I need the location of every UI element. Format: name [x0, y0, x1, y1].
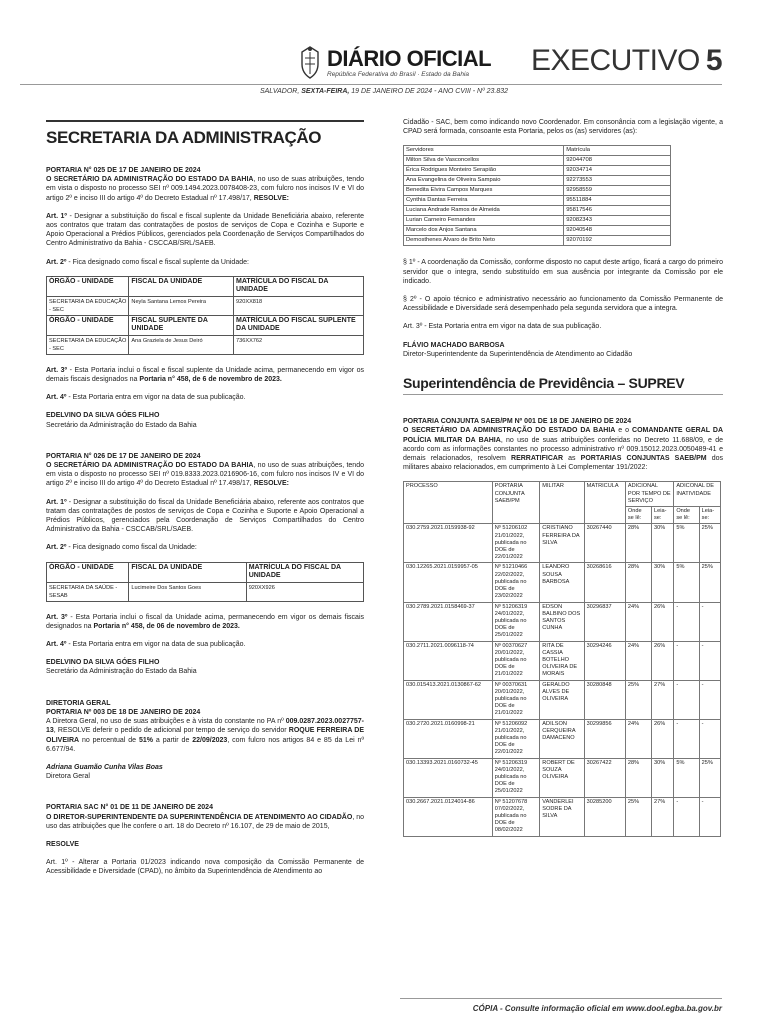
table-cell: 25%: [625, 797, 651, 836]
intro-text: , no uso das atribuições que lhe confere o art. 18 do Decreto nº 16.107, de 29 de maio de 2015,: [46, 813, 365, 830]
table-cell: 25%: [625, 680, 651, 719]
table-cell: 30267440: [584, 524, 625, 563]
table-header-cell: Matrícula: [564, 146, 671, 156]
art-text: - Esta Portaria entra em vigor na data de sua publicação.: [66, 641, 246, 649]
text-fragment: , no uso de suas atribuições conferidas no Decreto 11.688/09, e de acordo com as informações constantes no processo administrativo nº 009.15012.2023.0050489-41 e demais relacionados, resolvem: [403, 436, 723, 463]
table-cell: 30296837: [584, 602, 625, 641]
masthead-logo: [298, 46, 491, 80]
table-cell: 30%: [652, 524, 674, 563]
portaria-026-art4: [46, 640, 364, 649]
table-cell: 95817546: [564, 206, 671, 216]
table-header-cell: ADICIONAL POR TEMPO DE SERVIÇO: [625, 482, 673, 507]
table-cell: -: [674, 719, 699, 758]
table-cell: GERALDO ALVES DE OLIVEIRA: [540, 680, 584, 719]
dateline-date: 19 DE JANEIRO DE 2024 - ANO CVIII - Nº 23.832: [351, 88, 509, 95]
signature-block: [46, 411, 364, 429]
table-cell: -: [674, 680, 699, 719]
portaria-025-intro: [46, 175, 364, 203]
table-header-cell: MATRÍCULA DO FISCAL DA UNIDADE: [234, 276, 364, 296]
table-cell: 25%: [699, 563, 720, 602]
text-fragment: a partir de: [152, 736, 190, 744]
table-cell: 030.2720.2021.0160998-21: [404, 719, 493, 758]
intro-text: , no uso de suas atribuições, tendo em vista o disposto no processo SEI nº 019.8333.2023.0216906-16, com fulcro nos incisos IV e VI do artigo 2º e inciso III do artigo 4º do Decreto Estadual nº 17.498/17,: [46, 462, 364, 488]
table-subheader-cell: Onde se lê:: [625, 507, 651, 524]
section-title: SECRETARIA DA ADMINISTRAÇÃO: [46, 120, 364, 147]
portaria-025-heading: PORTARIA N° 025 DE 17 DE JANEIRO DE 2024: [46, 167, 201, 174]
table-header-cell: Servidores: [404, 146, 564, 156]
table-cell: SECRETARIA DA EDUCAÇÃO - SEC: [47, 335, 129, 354]
table-cell: 92273553: [564, 176, 671, 186]
table-row: [404, 563, 721, 602]
section-name: EXECUTIVO: [530, 44, 700, 77]
art-text: - Fica designado como fiscal da Unidade:: [66, 544, 197, 552]
footer-copy-notice: CÓPIA - Consulte informação oficial em www.dool.egba.ba.gov.br: [472, 1004, 722, 1013]
table-header-cell: ÓRGÃO - UNIDADE: [47, 562, 129, 582]
portaria-025-art3: [46, 366, 364, 384]
paragraph-2: § 2º - O apoio técnico e administrativo necessário ao funcionamento da Comissão Permanente de Acessibilidade e Diversidade será desempenhado pela segunda servidora que a integra.: [403, 296, 723, 313]
table-cell: Luciana Andrade Ramos de Almeida: [404, 206, 564, 216]
table-header-cell: MATRICULA: [584, 482, 625, 524]
table-cell: 030.2711.2021.0096118-74: [404, 641, 493, 680]
servidor-name: ROQUE FERREIRA DE OLIVEIRA: [46, 727, 364, 744]
intro-authority: O SECRETÁRIO DA ADMINISTRAÇÃO DO ESTADO DA BAHIA: [46, 462, 254, 470]
table-row: [404, 797, 721, 836]
table-cell: Neyla Santana Lemos Pereira: [129, 296, 234, 315]
text-fragment: e o: [615, 427, 633, 435]
table-cell: 5%: [674, 563, 699, 602]
table-cell: CRISTIANO FERREIRA DA SILVA: [540, 524, 584, 563]
fiscal-table-026: [46, 562, 364, 602]
table-cell: Demosthenes Alvaro de Brito Neto: [404, 236, 564, 246]
table-cell: 92044708: [564, 156, 671, 166]
table-cell: 30%: [652, 563, 674, 602]
portaria-026-heading: PORTARIA N° 026 DE 17 DE JANEIRO DE 2024: [46, 452, 201, 460]
servidores-table: [403, 145, 671, 246]
table-cell: 92040548: [564, 226, 671, 236]
table-cell: 30268616: [584, 563, 625, 602]
intro-authority-2: COMANDANTE GERAL DA POLÍCIA MILITAR DA BAHIA: [403, 427, 723, 444]
table-cell: Nº 00370631 20/01/2022, publicada no DOE de 21/01/2022: [492, 680, 540, 719]
table-row: [47, 335, 364, 354]
pa-number: 009.0287.2023.0027757-13: [46, 718, 364, 735]
art-text: - Designar a substituição do fiscal e fiscal suplente da Unidade Beneficiária abaixo, referente aos contratos que tratam das contratações de postos de serviços de Copa e Cozinha e Suporte e Apoio Operacional a Prédios Públicos, gerenciados pela Coordenação de Serviços Compartilhados do Centro Administrativo da Bahia - CSCCAB/SRL/SAEB.: [46, 212, 365, 248]
table-cell: 27%: [652, 797, 674, 836]
table-row: [404, 641, 721, 680]
header-divider: [20, 84, 722, 85]
table-cell: -: [699, 797, 720, 836]
art-text: - Fica designado como fiscal e fiscal suplente da Unidade:: [66, 258, 249, 266]
table-cell: Nº 51206319 24/01/2022, publicada no DOE de 25/01/2022: [492, 602, 540, 641]
art-ref: Portaria n° 458, de 06 de novembro de 2023.: [93, 622, 240, 630]
art-label: Art. 4º: [46, 394, 67, 402]
table-row: [47, 582, 364, 601]
table-cell: -: [674, 641, 699, 680]
portaria-026-art2: [46, 543, 364, 552]
table-row: [404, 236, 671, 246]
table-cell: 24%: [625, 602, 651, 641]
table-header-cell: ADICONAL DE INATIVIDADE: [674, 482, 721, 507]
start-date: 22/09/2023: [192, 736, 228, 744]
table-row: [404, 186, 671, 196]
table-header-row: [404, 482, 721, 507]
militares-table: [403, 481, 721, 836]
portaria-sac-heading: PORTARIA SAC N° 01 DE 11 DE JANEIRO DE 2024: [46, 804, 213, 812]
table-row: [404, 176, 671, 186]
table-cell: Ana Evangelina de Oliveira Sampaio: [404, 176, 564, 186]
art-label: Art. 1º: [46, 498, 67, 506]
portaria-025-art4: [46, 393, 364, 402]
table-header-cell: ÓRGÃO - UNIDADE: [47, 276, 129, 296]
table-cell: -: [699, 602, 720, 641]
table-cell: VANDERLEI SODRE DA SILVA: [540, 797, 584, 836]
table-header-row: [47, 562, 364, 582]
table-cell: Marcelo dos Anjos Santana: [404, 226, 564, 236]
signer-role: Secretário da Administração do Estado da Bahia: [46, 421, 197, 429]
table-cell: 24%: [625, 641, 651, 680]
dateline-day: SEXTA-FEIRA,: [301, 88, 350, 95]
table-cell: 28%: [625, 524, 651, 563]
table-cell: 5%: [674, 524, 699, 563]
text-fragment: dos militares abaixo relacionados, em cumprimento à Lei Complementar 191/2022:: [403, 455, 723, 472]
table-row: [404, 524, 721, 563]
table-row: [404, 719, 721, 758]
art-label: Art. 4º: [46, 641, 67, 649]
table-cell: 26%: [652, 602, 674, 641]
suprev-title: Superintendência de Previdência – SUPREV: [403, 379, 723, 395]
table-cell: Nº 51206102 21/01/2022, publicada no DOE de 22/01/2022: [492, 524, 540, 563]
masthead-subtitle: República Federativa do Brasil · Estado da Bahia: [327, 70, 469, 78]
portaria-conjunta-intro: [403, 426, 723, 472]
paragraph-1: § 1º - A coordenação da Comissão, conforme disposto no caput deste artigo, ficará a cargo do primeiro servidor que o integra, sendo substituído em sua ausência por integrante da Comissão por ele indicado.: [403, 259, 723, 285]
masthead: [0, 0, 768, 103]
table-cell: 5%: [674, 758, 699, 797]
right-column: [403, 118, 723, 837]
table-row: [404, 602, 721, 641]
table-cell: 27%: [652, 680, 674, 719]
table-cell: 920XX926: [246, 582, 363, 601]
masthead-title: DIÁRIO OFICIAL: [327, 45, 492, 71]
intro-resolve: RESOLVE:: [253, 480, 289, 488]
table-cell: SECRETARIA DA EDUCAÇÃO - SEC: [47, 296, 129, 315]
signature-block: [403, 341, 723, 359]
signer-name: EDELVINO DA SILVA GÓES FILHO: [46, 412, 160, 420]
table-cell: 030.12265.2021.0159957-05: [404, 563, 493, 602]
table-cell: Cynthia Dantas Ferreira: [404, 196, 564, 206]
table-cell: 92070192: [564, 236, 671, 246]
signature-block: [46, 763, 364, 781]
table-cell: 30285200: [584, 797, 625, 836]
table-cell: 92958559: [564, 186, 671, 196]
table-row: [404, 166, 671, 176]
table-cell: Nº 51206319 24/01/2022, publicada no DOE de 25/01/2022: [492, 758, 540, 797]
table-cell: Lucimeire Dos Santos Goes: [129, 582, 246, 601]
table-cell: Nº 00370627 20/01/2022, publicada no DOE de 21/01/2022: [492, 641, 540, 680]
table-header-row: [47, 315, 364, 335]
table-header-cell: PORTARIA CONJUNTA SAEB/PM: [492, 482, 540, 524]
table-cell: Milton Silva de Vasconcellos: [404, 156, 564, 166]
art-label: Art. 1º: [46, 212, 67, 220]
portaria-026-art3: [46, 613, 364, 631]
table-cell: Nº 51210466 22/02/2022, publicada no DOE de 23/02/2022: [492, 563, 540, 602]
bahia-coat-of-arms-icon: [298, 46, 322, 80]
table-header-cell: FISCAL DA UNIDADE: [129, 562, 246, 582]
signer-name: FLÁVIO MACHADO BARBOSA: [403, 341, 505, 349]
table-cell: 28%: [625, 563, 651, 602]
art-label: Art. 3º: [46, 366, 68, 374]
table-cell: 30294246: [584, 641, 625, 680]
portaria-sac-resolve: RESOLVE: [46, 840, 79, 848]
table-row: [404, 196, 671, 206]
table-row: [47, 296, 364, 315]
table-cell: -: [699, 680, 720, 719]
table-cell: -: [699, 719, 720, 758]
table-cell: Nº 51206092 21/01/2022, publicada no DOE de 22/01/2022: [492, 719, 540, 758]
portaria-003-heading: PORTARIA Nº 003 DE 18 DE JANEIRO DE 2024: [46, 708, 201, 716]
table-cell: 030.015413.2021.0130867-62: [404, 680, 493, 719]
table-cell: ROBERT DE SOUZA OLIVEIRA: [540, 758, 584, 797]
text-fragment: no percentual de: [79, 736, 137, 744]
art-ref: Portaria n° 458, de 6 de novembro de 2023.: [139, 376, 282, 384]
table-cell: 030.2667.2021.0124014-86: [404, 797, 493, 836]
table-cell: 030.2759.2021.0159938-92: [404, 524, 493, 563]
militares-body: [404, 524, 721, 836]
table-cell: 30%: [652, 758, 674, 797]
table-header-cell: FISCAL DA UNIDADE: [129, 276, 234, 296]
table-cell: -: [674, 602, 699, 641]
table-cell: 92034714: [564, 166, 671, 176]
signer-role: Secretário da Administração do Estado da Bahia: [46, 668, 197, 676]
art-text: - Esta Portaria entra em vigor na data de sua publicação.: [66, 394, 246, 402]
text-fragment: as: [563, 455, 581, 463]
table-cell: RITA DE CASSIA BOTELHO OLIVEIRA DE MORAIS: [540, 641, 584, 680]
signer-name: Adriana Guamão Cunha Vilas Boas: [46, 763, 163, 771]
signer-role: Diretora Geral: [46, 773, 90, 781]
table-cell: SECRETARIA DA SAÚDE - SESAB: [47, 582, 129, 601]
table-header-cell: PROCESSO: [404, 482, 493, 524]
intro-authority: O DIRETOR-SUPERINTENDENTE DA SUPERINTENDÊNCIA DE ATENDIMENTO AO CIDADÃO: [46, 813, 353, 821]
dateline-city: SALVADOR,: [259, 88, 300, 95]
signer-name: EDELVINO DA SILVA GÓES FILHO: [46, 659, 160, 667]
table-row: [404, 758, 721, 797]
intro-authority: O SECRETÁRIO DA ADMINISTRAÇÃO DO ESTADO DA BAHIA: [403, 427, 616, 435]
percent-value: 51%: [138, 736, 153, 744]
table-row: [404, 680, 721, 719]
section-label: [531, 44, 722, 78]
table-header-cell: ÓRGÃO - UNIDADE: [47, 315, 129, 335]
table-row: [404, 216, 671, 226]
portaria-025-art2: [46, 258, 364, 267]
table-header-row: [47, 276, 364, 296]
table-row: [404, 156, 671, 166]
portarias-ref: PORTARIAS CONJUNTAS SAEB/PM: [580, 455, 707, 463]
table-header-cell: MATRÍCULA DO FISCAL SUPLENTE DA UNIDADE: [234, 315, 364, 335]
servidores-body: [404, 156, 671, 246]
table-cell: 30267422: [584, 758, 625, 797]
table-cell: 30280848: [584, 680, 625, 719]
table-header-row: [404, 146, 671, 156]
art-text: - Esta Portaria inclui o fiscal da Unidade acima, permanecendo em vigor os demais fiscais designados na: [46, 613, 364, 630]
table-subheader-cell: Onde se lê:: [674, 507, 699, 524]
table-cell: 30299856: [584, 719, 625, 758]
table-cell: 26%: [652, 719, 674, 758]
left-column: [46, 120, 364, 886]
table-cell: 92082343: [564, 216, 671, 226]
table-cell: 030.2789.2021.0158469-37: [404, 602, 493, 641]
rerratificar: RERRATIFICAR: [511, 455, 563, 463]
art-label: Art. 2º: [46, 544, 67, 552]
portaria-025-art1: [46, 212, 364, 249]
table-cell: Nº 51207678 07/02/2022, publicada no DOE de 08/02/2022: [492, 797, 540, 836]
table-cell: 920XX818: [234, 296, 364, 315]
table-subheader-cell: Leia-se:: [652, 507, 674, 524]
page-number: 5: [705, 44, 722, 77]
table-cell: Érica Rodrigues Monteiro Serapião: [404, 166, 564, 176]
portaria-conjunta-heading: PORTARIA CONJUNTA SAEB/PM Nº 001 DE 18 DE JANEIRO DE 2024: [403, 418, 632, 426]
portaria-sac-intro: [46, 813, 364, 831]
table-cell: -: [674, 797, 699, 836]
fiscal-table-025: [46, 276, 364, 355]
table-cell: 26%: [652, 641, 674, 680]
signer-role: Diretor-Superintendente da Superintendência de Atendimento ao Cidadão: [403, 350, 633, 358]
table-row: [404, 206, 671, 216]
intro-authority: O SECRETÁRIO DA ADMINISTRAÇÃO DO ESTADO DA BAHIA: [46, 176, 254, 184]
table-cell: Ana Graziela de Jesus Deiró: [129, 335, 234, 354]
table-header-cell: MATRÍCULA DO FISCAL DA UNIDADE: [246, 562, 363, 582]
table-cell: 736XX762: [234, 335, 364, 354]
table-header-cell: MILITAR: [540, 482, 584, 524]
table-cell: ADILSON CERQUEIRA DAMACENO: [540, 719, 584, 758]
table-row: [404, 226, 671, 236]
text-fragment: , RESOLVE deferir o pedido de adicional por tempo de serviço do servidor: [53, 727, 287, 735]
text-fragment: A Diretora Geral, no uso de suas atribuições e à vista do constante no PA nº: [46, 718, 284, 726]
portaria-026-intro: [46, 461, 364, 489]
portaria-026-art1: [46, 498, 364, 535]
table-cell: 25%: [699, 524, 720, 563]
table-cell: 95511884: [564, 196, 671, 206]
dateline: [0, 88, 768, 95]
table-subheader-cell: Leia-se:: [699, 507, 720, 524]
intro-resolve: RESOLVE:: [253, 194, 289, 202]
sac-art3: Art. 3º - Esta Portaria entra em vigor na data de sua publicação.: [403, 323, 602, 331]
art-label: Art. 3º: [46, 613, 68, 621]
art-label: Art. 2º: [46, 258, 67, 266]
table-cell: 25%: [699, 758, 720, 797]
sac-continuation: Cidadão - SAC, bem como indicando novo Coordenador. Em consonância com a legislação vigente, a CPAD será formada, consoante esta Portaria, pelos os (as) servidores (as):: [403, 119, 723, 136]
art-text: - Esta Portaria inclui o fiscal e fiscal suplente da Unidade acima, permanecendo em vigor os demais fiscais designados na: [46, 366, 364, 384]
signature-block: [46, 658, 364, 676]
table-cell: LEANDRO SOUSA BARBOSA: [540, 563, 584, 602]
table-cell: 24%: [625, 719, 651, 758]
portaria-003-text: [46, 717, 364, 754]
diretoria-heading: DIRETORIA GERAL: [46, 699, 111, 707]
portaria-sac-art1: Art. 1º - Alterar a Portaria 01/2023 indicando nova composição da Comissão Permanente de Acessibilidade e Diversidade (CPAD), no âmbito da Superintendência de Atendimento ao: [46, 859, 364, 876]
intro-text: , no uso de suas atribuições, tendo em vista o disposto no processo SEI nº 009.1494.2023.0078408-23, com fulcro nos incisos IV e VI do artigo 2º e inciso III do artigo 4º do Decreto Estadual nº 17.498/17,: [46, 176, 364, 202]
table-header-cell: FISCAL SUPLENTE DA UNIDADE: [129, 315, 234, 335]
table-cell: 030.13393.2021.0160732-45: [404, 758, 493, 797]
table-cell: -: [699, 641, 720, 680]
table-cell: 28%: [625, 758, 651, 797]
table-cell: EDSON BALBINO DOS SANTOS CUNHA: [540, 602, 584, 641]
art-text: - Designar a substituição do fiscal da Unidade Beneficiária abaixo, referente aos contratos que tratam das contratações de postos de serviços de Copa e Cozinha e Suporte e Apoio Operacional a Prédios Públicos, gerenciados pela Coordenação de Serviços Compartilhados do Centro Administrativo da Bahia - CSCCAB/SRL/SAEB.: [46, 498, 364, 534]
table-cell: Benedita Elvira Campos Marques: [404, 186, 564, 196]
footer-divider: [400, 998, 722, 999]
text-fragment: , com fulcro nos artigos 84 e 85 da Lei nº 6.677/94.: [46, 736, 365, 753]
table-cell: Lurian Carneiro Fernandes: [404, 216, 564, 226]
